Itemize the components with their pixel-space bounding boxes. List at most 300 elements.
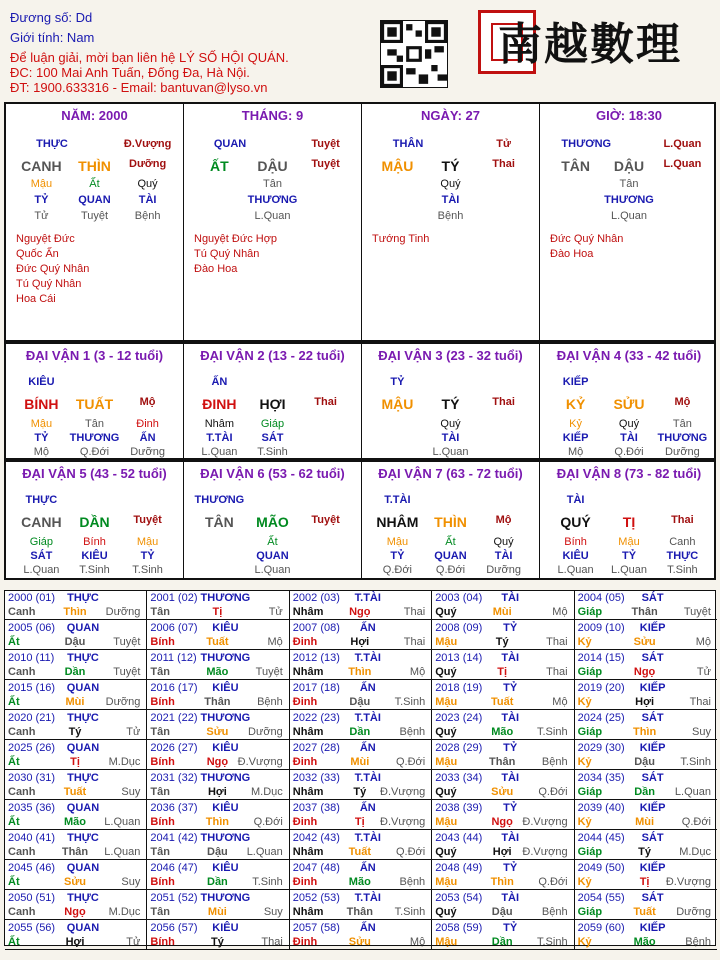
year-god: KIÊU bbox=[212, 622, 239, 634]
year-branch: Thân bbox=[204, 696, 231, 708]
owner-line bbox=[10, 10, 92, 25]
year-label: 2027 (28) bbox=[292, 742, 340, 754]
year-stem: Kỷ bbox=[577, 756, 592, 768]
year-state: Q.Đới bbox=[538, 786, 568, 798]
year-god: SÁT bbox=[641, 592, 664, 604]
year-label: 2055 (56) bbox=[8, 922, 56, 934]
dai-van-god: KIÊU bbox=[28, 376, 55, 388]
year-branch: Tuất bbox=[206, 636, 229, 648]
year-stem: Quý bbox=[435, 606, 457, 618]
dai-van-title: ĐẠI VẬN 7 (63 - 72 tuổi) bbox=[378, 466, 523, 481]
year-cell bbox=[432, 590, 574, 620]
annual-years-grid bbox=[4, 590, 716, 946]
dai-van-hidden: QUAN bbox=[256, 550, 289, 562]
phone-email[interactable]: ĐT: 1900.633316 - Email: bantuvan@lyso.vn bbox=[10, 80, 268, 95]
year-god: TỶ bbox=[503, 682, 518, 694]
dai-van-hidden: T.Sinh bbox=[132, 564, 163, 576]
year-stem: Canh bbox=[8, 606, 36, 618]
year-label: 2057 (58) bbox=[292, 922, 340, 934]
year-cell bbox=[5, 830, 147, 860]
dai-van-hidden: Q.Đới bbox=[435, 564, 466, 576]
dai-van-title: ĐẠI VẬN 5 (43 - 52 tuổi) bbox=[22, 466, 167, 481]
pillar-title: NĂM: 2000 bbox=[61, 108, 128, 123]
dai-van-hidden: T.Sinh bbox=[667, 564, 698, 576]
dai-van-state: Thai bbox=[314, 396, 337, 408]
year-label: 2049 (50) bbox=[577, 862, 625, 874]
dai-van-hidden: TỶ bbox=[621, 550, 637, 562]
dai-van-hidden: Bính bbox=[564, 536, 587, 548]
year-stem: Bính bbox=[150, 876, 175, 888]
year-state: Dưỡng bbox=[105, 696, 141, 708]
stem: CANH bbox=[21, 158, 62, 174]
state: Thai bbox=[492, 158, 515, 170]
dai-van-hidden: L.Quan bbox=[432, 446, 469, 458]
year-state: Dưỡng bbox=[676, 906, 711, 918]
year-god: THỰC bbox=[67, 592, 99, 604]
dai-van-hidden-row bbox=[362, 418, 539, 432]
dai-van-main-row bbox=[184, 396, 361, 410]
dai-van-hidden: Bính bbox=[83, 536, 106, 548]
dai-van-branch: THÌN bbox=[434, 514, 467, 530]
year-cell bbox=[432, 680, 574, 710]
year-god: THƯƠNG bbox=[200, 652, 251, 664]
year-god: TỶ bbox=[503, 622, 518, 634]
top-state: L.Quan bbox=[663, 138, 702, 150]
year-cell bbox=[432, 620, 574, 650]
year-state: Tử bbox=[126, 726, 141, 738]
dai-van-hidden: Mộ bbox=[567, 446, 584, 458]
year-label: 2040 (41) bbox=[8, 832, 56, 844]
year-god: TÀI bbox=[501, 832, 520, 844]
year-cell bbox=[575, 920, 717, 950]
year-god: ẤN bbox=[359, 862, 376, 874]
pillar-title: GIỜ: 18:30 bbox=[595, 108, 662, 123]
year-branch: Thìn bbox=[632, 726, 657, 738]
year-state: Suy bbox=[692, 726, 711, 738]
dai-van-hidden-row bbox=[540, 446, 718, 458]
year-cell bbox=[5, 800, 147, 830]
year-branch: Tý bbox=[210, 936, 224, 948]
year-label: 2019 (20) bbox=[577, 682, 625, 694]
year-stem: Nhâm bbox=[292, 846, 324, 858]
year-cell bbox=[5, 770, 147, 800]
year-cell bbox=[147, 800, 289, 830]
year-stem: Nhâm bbox=[292, 906, 324, 918]
dai-van-hidden: Mậu bbox=[618, 536, 640, 548]
dai-van-god-row bbox=[540, 376, 718, 390]
dai-van-main-row bbox=[540, 396, 718, 410]
dai-van-title: ĐẠI VẬN 1 (3 - 12 tuổi) bbox=[25, 348, 164, 363]
contact-note: Để luận giải, mời bạn liên hệ LÝ SỐ HỘI QUÁN. bbox=[10, 50, 289, 65]
year-state: M.Dục bbox=[108, 906, 141, 918]
year-stem: Giáp bbox=[577, 606, 603, 618]
year-branch: Tị bbox=[212, 606, 223, 618]
year-branch: Mão bbox=[491, 726, 514, 738]
year-stem: Giáp bbox=[577, 906, 603, 918]
year-god: THỰC bbox=[67, 652, 99, 664]
dai-van-stem: KỶ bbox=[565, 396, 586, 412]
year-god: T.TÀI bbox=[354, 772, 381, 784]
state: Dưỡng bbox=[129, 158, 167, 170]
year-label: 2041 (42) bbox=[150, 832, 198, 844]
year-branch: Mùi bbox=[492, 606, 512, 618]
dai-van-branch: TỊ bbox=[622, 514, 636, 530]
year-stem: Mậu bbox=[435, 816, 458, 828]
dai-van-hidden-row bbox=[184, 536, 361, 550]
dai-van-hidden-row bbox=[540, 536, 718, 550]
year-label: 2026 (27) bbox=[150, 742, 198, 754]
dai-van-god: TỶ bbox=[390, 376, 405, 388]
year-branch: Dậu bbox=[64, 636, 86, 648]
dai-van-title: ĐẠI VẬN 8 (73 - 82 tuổi) bbox=[556, 466, 702, 481]
year-label: 2051 (52) bbox=[150, 892, 198, 904]
year-cell bbox=[575, 860, 717, 890]
dai-van-main-row bbox=[540, 514, 718, 528]
year-state: Dưỡng bbox=[105, 606, 141, 618]
year-label: 2034 (35) bbox=[577, 772, 625, 784]
owner-name: Đương số: Dd bbox=[10, 10, 93, 25]
year-branch: Tuất bbox=[348, 846, 371, 858]
year-stem: Giáp bbox=[577, 666, 603, 678]
dai-van-god: KIẾP bbox=[562, 376, 589, 388]
state: Tuyệt bbox=[311, 158, 340, 170]
hidden-stem-row bbox=[540, 178, 718, 192]
stem: MẬU bbox=[381, 158, 414, 174]
dai-van-title: ĐẠI VẬN 2 (13 - 22 tuổi) bbox=[200, 348, 345, 363]
dai-van-god: ẤN bbox=[211, 376, 228, 388]
dai-van-hidden-row bbox=[540, 564, 718, 578]
address: ĐC: 100 Mai Anh Tuấn, Đống Đa, Hà Nội. bbox=[10, 65, 250, 80]
year-cell bbox=[5, 680, 147, 710]
year-label: 2010 (11) bbox=[8, 652, 55, 664]
hidden-stem: Quý bbox=[440, 178, 461, 190]
year-branch: Sửu bbox=[63, 876, 87, 888]
year-stem: Canh bbox=[8, 906, 36, 918]
year-cell bbox=[575, 710, 717, 740]
year-label: 2018 (19) bbox=[435, 682, 483, 694]
year-label: 2000 (01) bbox=[8, 592, 56, 604]
hidden-god: THƯƠNG bbox=[604, 194, 654, 206]
star-item: Đào Hoa bbox=[194, 263, 238, 275]
star-item: Hoa Cái bbox=[16, 293, 56, 305]
dai-van-hidden-row bbox=[184, 432, 361, 446]
year-stem: Tân bbox=[150, 846, 170, 858]
dai-van-hidden-row bbox=[362, 550, 539, 564]
year-label: 2015 (16) bbox=[8, 682, 56, 694]
dai-van-god: THƯƠNG bbox=[194, 494, 245, 506]
dai-van-stem: ĐINH bbox=[202, 396, 237, 412]
year-god: THƯƠNG bbox=[200, 772, 251, 784]
dai-van-hidden: L.Quan bbox=[557, 564, 594, 576]
year-label: 2017 (18) bbox=[292, 682, 340, 694]
dai-van-state: Tuyệt bbox=[311, 514, 340, 526]
hidden-god: QUAN bbox=[78, 194, 111, 206]
year-label: 2001 (02) bbox=[150, 592, 198, 604]
dai-van-branch: DẦN bbox=[79, 514, 110, 530]
year-stem: Kỷ bbox=[577, 936, 592, 948]
year-cell bbox=[575, 620, 717, 650]
year-cell bbox=[432, 740, 574, 770]
dai-van-hidden: KIÊU bbox=[81, 550, 108, 562]
qr-code-icon[interactable] bbox=[380, 20, 448, 88]
year-state: Mộ bbox=[552, 606, 568, 618]
year-god: TÀI bbox=[501, 592, 520, 604]
hidden-stem-row bbox=[362, 178, 539, 192]
pillar-top-row bbox=[540, 138, 718, 152]
year-state: Thai bbox=[261, 936, 283, 948]
year-stem: Canh bbox=[8, 726, 36, 738]
dai-van-hidden-row bbox=[184, 550, 361, 564]
year-god: ẤN bbox=[359, 742, 376, 754]
dai-van-stem: MẬU bbox=[381, 396, 414, 412]
year-label: 2059 (60) bbox=[577, 922, 625, 934]
dai-van-state: Tuyệt bbox=[133, 514, 162, 526]
year-branch: Mão bbox=[206, 666, 229, 678]
year-branch: Hợi bbox=[635, 696, 655, 708]
year-state: Mộ bbox=[267, 636, 283, 648]
year-branch: Dần bbox=[207, 876, 228, 888]
year-cell bbox=[290, 740, 432, 770]
dai-van-state: Mộ bbox=[495, 514, 512, 526]
dai-van-hidden: TÀI bbox=[441, 432, 460, 444]
dai-van-hidden: L.Quan bbox=[201, 446, 238, 458]
year-state: Tử bbox=[126, 936, 141, 948]
dai-van-main-row bbox=[6, 396, 183, 410]
dai-van-hidden: Tân bbox=[672, 418, 692, 430]
year-cell bbox=[575, 830, 717, 860]
dai-van-state: Mộ bbox=[674, 396, 691, 408]
year-cell bbox=[575, 770, 717, 800]
year-label: 2048 (49) bbox=[435, 862, 483, 874]
dai-van-hidden: T.TÀI bbox=[206, 432, 233, 444]
year-stem: Quý bbox=[435, 846, 457, 858]
year-stem: Ất bbox=[8, 756, 20, 768]
dai-van-cell bbox=[6, 344, 184, 458]
year-god: TÀI bbox=[501, 652, 520, 664]
dai-van-hidden-row bbox=[362, 536, 539, 550]
year-state: Suy bbox=[121, 876, 141, 888]
year-cell bbox=[290, 620, 432, 650]
year-stem: Tân bbox=[150, 726, 170, 738]
year-god: KIẾP bbox=[639, 742, 666, 754]
year-state: Đ.Vượng bbox=[380, 786, 426, 798]
dai-van-god-row bbox=[184, 494, 361, 508]
year-stem: Ất bbox=[8, 936, 20, 948]
year-label: 2050 (51) bbox=[8, 892, 56, 904]
year-label: 2016 (17) bbox=[150, 682, 198, 694]
year-stem: Ất bbox=[8, 636, 20, 648]
year-branch: Mùi bbox=[207, 906, 227, 918]
dai-van-state: Mộ bbox=[139, 396, 156, 408]
dai-van-cell bbox=[362, 462, 540, 578]
year-state: Mộ bbox=[409, 936, 426, 948]
dai-van-hidden-row bbox=[540, 418, 718, 432]
year-god: TÀI bbox=[501, 772, 520, 784]
year-state: Đ.Vượng bbox=[237, 756, 283, 768]
hidden-state: Tuyệt bbox=[80, 210, 109, 222]
year-stem: Giáp bbox=[577, 786, 603, 798]
year-state: Mộ bbox=[409, 666, 426, 678]
year-branch: Thân bbox=[61, 846, 89, 858]
stars-list bbox=[372, 232, 429, 247]
year-branch: Tuất bbox=[490, 696, 514, 708]
year-branch: Hợi bbox=[350, 636, 370, 648]
dai-van-god-row bbox=[540, 494, 718, 508]
year-branch: Dậu bbox=[491, 906, 513, 918]
year-label: 2002 (03) bbox=[292, 592, 340, 604]
year-cell bbox=[575, 680, 717, 710]
year-state: Tử bbox=[268, 606, 283, 618]
year-state: Tuyệt bbox=[113, 636, 141, 648]
top-state: Đ.Vượng bbox=[123, 138, 172, 150]
stars-list bbox=[550, 232, 623, 262]
year-state: Tuyệt bbox=[113, 666, 141, 678]
year-branch: Dậu bbox=[634, 756, 655, 768]
header bbox=[0, 0, 720, 100]
year-branch: Ngọ bbox=[349, 606, 371, 618]
dai-van-hidden: Ất bbox=[445, 536, 456, 548]
dai-van-hidden: TÀI bbox=[620, 432, 638, 444]
year-branch: Thìn bbox=[348, 666, 372, 678]
year-stem: Mậu bbox=[435, 756, 458, 768]
year-label: 2044 (45) bbox=[577, 832, 625, 844]
top-god: QUAN bbox=[213, 138, 247, 150]
year-god: SÁT bbox=[641, 832, 664, 844]
year-state: Thai bbox=[403, 606, 426, 618]
year-cell bbox=[5, 740, 147, 770]
year-stem: Bính bbox=[150, 696, 175, 708]
hidden-god: THƯƠNG bbox=[247, 194, 298, 206]
dai-van-main-row bbox=[6, 514, 183, 528]
year-god: ẤN bbox=[359, 802, 376, 814]
year-god: THỰC bbox=[67, 832, 99, 844]
year-branch: Hợi bbox=[207, 786, 227, 798]
year-cell bbox=[575, 800, 717, 830]
top-god: THƯƠNG bbox=[561, 138, 612, 150]
dai-van-hidden: KIÊU bbox=[562, 550, 589, 562]
year-stem: Đinh bbox=[292, 876, 318, 888]
pillar-main-row bbox=[362, 158, 539, 172]
year-label: 2032 (33) bbox=[292, 772, 340, 784]
year-label: 2029 (30) bbox=[577, 742, 625, 754]
year-god: QUAN bbox=[66, 622, 100, 634]
year-stem: Bính bbox=[150, 756, 175, 768]
hidden-stem: Quý bbox=[137, 178, 158, 190]
year-state: T.Sinh bbox=[394, 696, 426, 708]
year-label: 2007 (08) bbox=[292, 622, 340, 634]
dai-van-hidden: ẤN bbox=[139, 432, 156, 444]
year-stem: Đinh bbox=[292, 636, 318, 648]
dai-van-hidden-row bbox=[184, 446, 361, 458]
year-state: Bệnh bbox=[257, 696, 283, 708]
dai-van-stem: BÍNH bbox=[24, 396, 59, 412]
hidden-state: L.Quan bbox=[610, 210, 648, 222]
star-item: Nguyệt Đức Hợp bbox=[194, 233, 278, 245]
dai-van-title: ĐẠI VẬN 3 (23 - 32 tuổi) bbox=[378, 348, 523, 363]
top-state: Tuyệt bbox=[311, 138, 340, 150]
year-stem: Nhâm bbox=[292, 786, 324, 798]
year-cell bbox=[290, 680, 432, 710]
year-state: Q.Đới bbox=[395, 756, 426, 768]
year-god: TÀI bbox=[501, 892, 520, 904]
year-cell bbox=[290, 860, 432, 890]
year-state: Mộ bbox=[695, 636, 711, 648]
year-state: Suy bbox=[121, 786, 141, 798]
year-cell bbox=[290, 770, 432, 800]
dai-van-branch: MÃO bbox=[256, 514, 289, 530]
brand-logo: 南越數理 bbox=[498, 19, 682, 70]
year-cell bbox=[5, 590, 147, 620]
dai-van-hidden-row bbox=[540, 432, 718, 446]
year-branch: Mão bbox=[633, 936, 656, 948]
year-state: Thai bbox=[689, 696, 711, 708]
dai-van-hidden: Q.Đới bbox=[382, 564, 412, 576]
year-state: T.Sinh bbox=[252, 876, 283, 888]
year-label: 2058 (59) bbox=[435, 922, 483, 934]
dai-van-hidden: KIẾP bbox=[562, 432, 589, 444]
year-cell bbox=[147, 890, 289, 920]
year-stem: Kỷ bbox=[577, 636, 592, 648]
year-branch: Mùi bbox=[350, 756, 370, 768]
dai-van-hidden: THƯƠNG bbox=[69, 432, 120, 444]
top-god: THỰC bbox=[36, 138, 68, 150]
year-stem: Quý bbox=[435, 906, 457, 918]
year-branch: Ngọ bbox=[64, 906, 86, 918]
year-cell bbox=[575, 890, 717, 920]
year-god: THỰC bbox=[67, 772, 99, 784]
year-stem: Bính bbox=[150, 636, 175, 648]
year-cell bbox=[432, 890, 574, 920]
dai-van-row-1 bbox=[4, 342, 716, 460]
dai-van-god-row bbox=[6, 494, 183, 508]
year-branch: Dậu bbox=[207, 846, 228, 858]
dai-van-title: ĐẠI VẬN 6 (53 - 62 tuổi) bbox=[200, 466, 345, 481]
year-state: M.Dục bbox=[679, 846, 711, 858]
year-god: THƯƠNG bbox=[200, 892, 251, 904]
dai-van-hidden: L.Quan bbox=[23, 564, 60, 576]
dai-van-god-row bbox=[362, 494, 539, 508]
year-god: THƯƠNG bbox=[200, 712, 251, 724]
dai-van-hidden: Q.Đới bbox=[79, 446, 110, 458]
year-cell bbox=[5, 620, 147, 650]
year-god: QUAN bbox=[66, 802, 100, 814]
year-god: T.TÀI bbox=[354, 832, 381, 844]
year-stem: Đinh bbox=[292, 696, 318, 708]
year-stem: Mậu bbox=[435, 636, 458, 648]
dai-van-hidden: L.Quan bbox=[610, 564, 648, 576]
year-branch: Thân bbox=[631, 606, 658, 618]
year-stem: Kỷ bbox=[577, 696, 592, 708]
year-stem: Kỷ bbox=[577, 816, 592, 828]
year-branch: Tý bbox=[68, 726, 82, 738]
year-branch: Hợi bbox=[65, 936, 85, 948]
dai-van-cell bbox=[184, 344, 362, 458]
dai-van-hidden: Canh bbox=[669, 536, 696, 548]
year-stem: Đinh bbox=[292, 756, 318, 768]
star-item: Đức Quý Nhân bbox=[16, 263, 90, 275]
year-state: Thai bbox=[546, 636, 568, 648]
hidden-stem: Mậu bbox=[30, 178, 53, 190]
stars-list bbox=[194, 232, 277, 277]
pillar-main-row bbox=[540, 158, 718, 172]
pillar-main-row bbox=[6, 158, 183, 172]
dai-van-hidden-row bbox=[6, 432, 183, 446]
hidden-state-row bbox=[540, 210, 718, 224]
year-state: Thai bbox=[403, 636, 426, 648]
hidden-stem-row bbox=[184, 178, 361, 192]
dai-van-hidden-row bbox=[6, 536, 183, 550]
year-god: KIÊU bbox=[212, 922, 239, 934]
